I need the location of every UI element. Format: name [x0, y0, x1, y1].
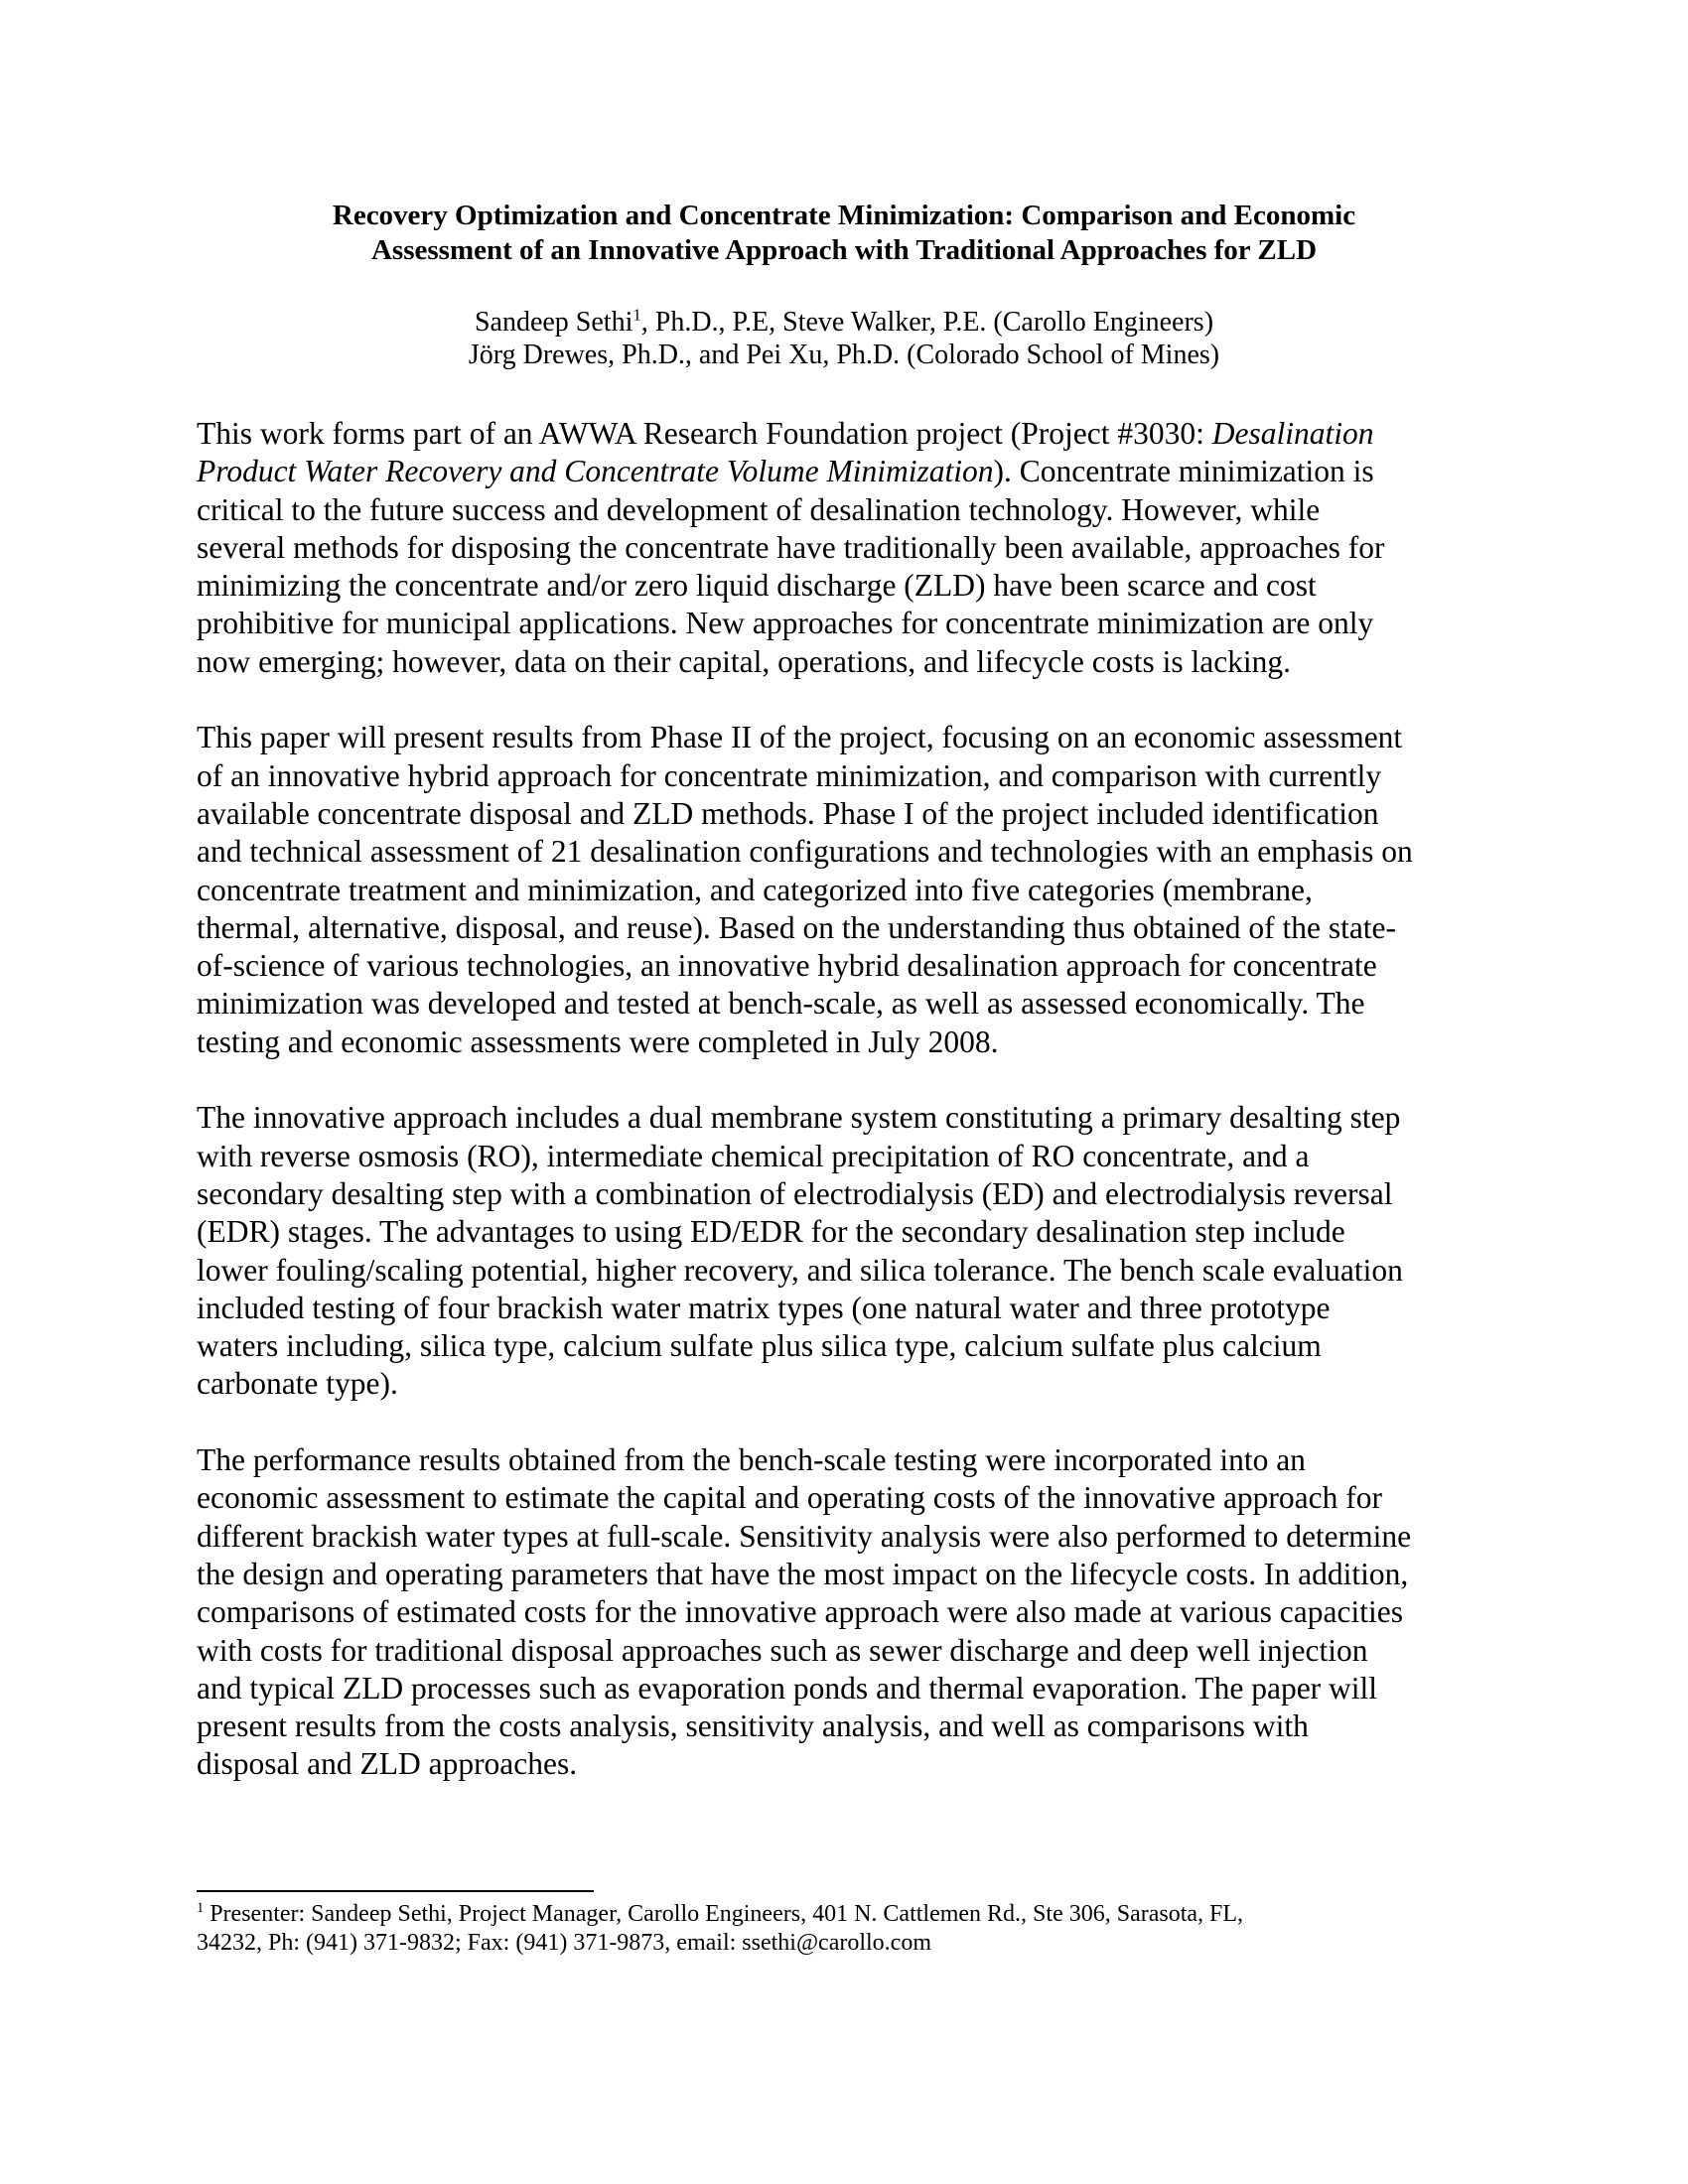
footnote-divider	[197, 1890, 594, 1892]
text-line: of an innovative hybrid approach for concentrate minimization, and comparison with currently	[197, 757, 1382, 793]
text-line: comparisons of estimated costs for the innovative approach were also made at various capacities	[197, 1594, 1403, 1630]
author-block	[199, 306, 1489, 371]
text-line: critical to the future success and development of desalination technology. However, while	[197, 491, 1321, 527]
text-line: (EDR) stages. The advantages to using ED/EDR for the secondary desalination step include	[197, 1214, 1345, 1250]
project-title-italic: Product Water Recovery and Concentrate Volume Minimization	[197, 454, 994, 489]
text-line: thermal, alternative, disposal, and reuse). Based on the understanding thus obtained of the state-	[197, 909, 1397, 945]
text-line: with reverse osmosis (RO), intermediate chemical precipitation of RO concentrate, and a	[197, 1138, 1310, 1173]
text-line: present results from the costs analysis, sensitivity analysis, and well as comparisons with	[197, 1708, 1309, 1744]
project-title-italic: Desalination	[1211, 416, 1374, 451]
text-line: minimizing the concentrate and/or zero liquid discharge (ZLD) have been scarce and cost	[197, 568, 1317, 604]
text-line: several methods for disposing the concentrate have traditionally been available, approaches for	[197, 529, 1385, 565]
text-line: economic assessment to estimate the capital and operating costs of the innovative approach for	[197, 1480, 1382, 1516]
title-line-2: Assessment of an Innovative Approach with Traditional Approaches for ZLD	[370, 234, 1318, 266]
paper-title	[199, 199, 1489, 268]
author-line-2: Jörg Drewes, Ph.D., and Pei Xu, Ph.D. (Colorado School of Mines)	[468, 340, 1220, 370]
text-line: and technical assessment of 21 desalination configurations and technologies with an emphasis on	[197, 834, 1413, 870]
text-line	[197, 453, 1497, 490]
paragraph-3	[197, 1099, 1497, 1403]
text-line: concentrate treatment and minimization, and categorized into five categories (membrane,	[197, 872, 1313, 907]
text-line: with costs for traditional disposal approaches such as sewer discharge and deep well injection	[197, 1632, 1368, 1668]
paragraph-2	[197, 719, 1497, 1061]
title-line-1: Recovery Optimization and Concentrate Minimization: Comparison and Economic	[332, 200, 1356, 231]
footnote-line-2: 34232, Ph: (941) 371-9832; Fax: (941) 371-9873, email: ssethi@carollo.com	[197, 1930, 932, 1956]
text-line: the design and operating parameters that have the most impact on the lifecycle costs. In addition,	[197, 1556, 1409, 1591]
footnote-text: Presenter: Sandeep Sethi, Project Manager, Carollo Engineers, 401 N. Cattlemen Rd., Ste 306, Sarasota, FL,	[204, 1901, 1244, 1927]
text-line: waters including, silica type, calcium sulfate plus silica type, calcium sulfate plus calcium	[197, 1328, 1322, 1364]
text-span: This work forms part of an AWWA Research Foundation project (Project #3030:	[197, 416, 1212, 451]
text-line: different brackish water types at full-scale. Sensitivity analysis were also performed to determine	[197, 1518, 1412, 1554]
text-line: carbonate type).	[197, 1366, 398, 1402]
text-line: lower fouling/scaling potential, higher recovery, and silica tolerance. The bench scale evaluation	[197, 1252, 1403, 1288]
text-line: The innovative approach includes a dual membrane system constituting a primary desalting step	[197, 1100, 1401, 1136]
text-line: secondary desalting step with a combination of electrodialysis (ED) and electrodialysis reversal	[197, 1175, 1393, 1211]
text-line: now emerging; however, data on their capital, operations, and lifecycle costs is lacking.	[197, 643, 1292, 679]
text-line: included testing of four brackish water matrix types (one natural water and three prototype	[197, 1290, 1331, 1325]
text-line: prohibitive for municipal applications. New approaches for concentrate minimization are only	[197, 606, 1374, 641]
text-span: ). Concentrate minimization is	[993, 454, 1374, 489]
text-line: This paper will present results from Phase II of the project, focusing on an economic assessment	[197, 720, 1403, 755]
text-line: testing and economic assessments were completed in July 2008.	[197, 1024, 999, 1059]
text-line: of-science of various technologies, an innovative hybrid desalination approach for concentrate	[197, 948, 1377, 984]
footnote-line-1	[197, 1900, 1497, 1929]
text-line	[197, 415, 1497, 453]
author-name-sethi: Sandeep Sethi	[474, 307, 633, 338]
text-line: disposal and ZLD approaches.	[197, 1746, 578, 1782]
footnote-ref: 1	[633, 305, 641, 325]
abstract-body	[197, 415, 1497, 1822]
footnote-marker: 1	[197, 1900, 205, 1916]
author-line-1	[199, 306, 1489, 339]
author-line-1-rest: , Ph.D., P.E, Steve Walker, P.E. (Carollo Engineers)	[640, 307, 1214, 338]
text-line: The performance results obtained from the bench-scale testing were incorporated into an	[197, 1442, 1306, 1478]
footnote	[197, 1900, 1497, 1958]
paragraph-4	[197, 1441, 1497, 1784]
text-line: minimization was developed and tested at bench-scale, as well as assessed economically. The	[197, 986, 1365, 1022]
text-line: and typical ZLD processes such as evaporation ponds and thermal evaporation. The paper will	[197, 1670, 1378, 1706]
paragraph-1	[197, 415, 1497, 681]
text-line: available concentrate disposal and ZLD methods. Phase I of the project included identification	[197, 795, 1379, 831]
